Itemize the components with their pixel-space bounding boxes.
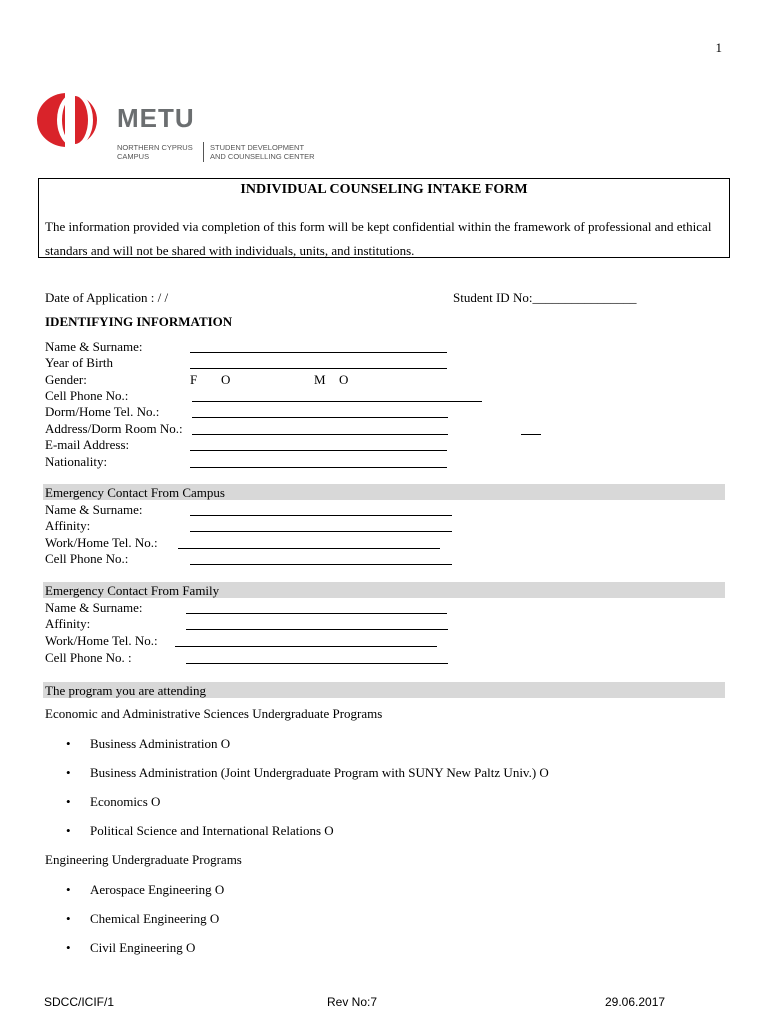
logo-divider	[203, 142, 204, 162]
family-affinity-field[interactable]	[186, 617, 448, 630]
campus-name-field[interactable]	[190, 503, 452, 516]
program-option[interactable]: Economics O	[90, 794, 161, 809]
field-label: Affinity:	[45, 616, 91, 631]
gender-m-label: M	[314, 372, 326, 387]
nationality-field[interactable]	[190, 455, 447, 468]
field-label: Name & Surname:	[45, 600, 143, 615]
program-group-title: Engineering Undergraduate Programs	[45, 852, 242, 867]
program-group-title: Economic and Administrative Sciences Undergraduate Programs	[45, 706, 383, 721]
field-label: Address/Dorm Room No.:	[45, 421, 183, 436]
dorm-tel-field[interactable]	[192, 405, 448, 418]
logo-unit-line2: AND COUNSELLING CENTER	[210, 152, 315, 161]
program-option[interactable]: Political Science and International Relations O	[90, 823, 334, 838]
field-label: Name & Surname:	[45, 502, 143, 517]
family-cell-field[interactable]	[186, 651, 448, 664]
bullet-icon: •	[66, 794, 71, 809]
program-option[interactable]: Civil Engineering O	[90, 940, 196, 955]
logo-unit-line1: STUDENT DEVELOPMENT	[210, 143, 305, 152]
program-heading: The program you are attending	[45, 683, 206, 698]
logo-campus-line1: NORTHERN CYPRUS	[117, 143, 193, 152]
field-label: Gender:	[45, 372, 87, 387]
program-option[interactable]: Aerospace Engineering O	[90, 882, 225, 897]
address-field-extra	[521, 422, 541, 435]
gender-f-label: F	[190, 372, 198, 387]
metu-logo-icon	[35, 92, 103, 150]
intro-text: The information provided via completion of this form will be kept confidential within the framework of professional and ethical standars and will not be shared with individuals, units, and institutions.	[45, 219, 712, 258]
form-title: INDIVIDUAL COUNSELING INTAKE FORM	[240, 182, 528, 197]
field-label: Dorm/Home Tel. No.:	[45, 404, 160, 419]
family-name-field[interactable]	[186, 601, 447, 614]
bullet-icon: •	[66, 823, 71, 838]
logo-title: METU	[117, 103, 195, 133]
family-tel-field[interactable]	[175, 634, 437, 647]
gender-f-option[interactable]: O	[221, 372, 231, 387]
page-number: 1	[715, 40, 722, 55]
field-label: Work/Home Tel. No.:	[45, 633, 158, 648]
field-label: Affinity:	[45, 518, 91, 533]
bullet-icon: •	[66, 911, 71, 926]
emergency-campus-heading: Emergency Contact From Campus	[45, 485, 225, 500]
program-option[interactable]: Business Administration (Joint Undergraduate Program with SUNY New Paltz Univ.) O	[90, 765, 549, 780]
field-label: Nationality:	[45, 454, 108, 469]
bullet-icon: •	[66, 736, 71, 751]
bullet-icon: •	[66, 882, 71, 897]
bullet-icon: •	[66, 940, 71, 955]
field-label: E-mail Address:	[45, 437, 130, 452]
identifying-heading: IDENTIFYING INFORMATION	[45, 314, 233, 329]
gender-m-option[interactable]: O	[339, 372, 349, 387]
email-field[interactable]	[190, 438, 447, 451]
bullet-icon: •	[66, 765, 71, 780]
intake-info-box	[38, 178, 730, 258]
footer-rev: Rev No:7	[327, 995, 378, 1009]
field-label: Cell Phone No. :	[45, 650, 132, 665]
year-of-birth-field[interactable]	[190, 356, 447, 369]
footer-date: 29.06.2017	[605, 995, 666, 1009]
date-of-application-label[interactable]: Date of Application : / /	[45, 290, 169, 305]
student-id-label[interactable]: Student ID No:________________	[453, 290, 637, 305]
cell-phone-field[interactable]	[192, 389, 482, 402]
program-option[interactable]: Business Administration O	[90, 736, 231, 751]
footer-code: SDCC/ICIF/1	[44, 995, 115, 1009]
emergency-family-heading: Emergency Contact From Family	[45, 583, 220, 598]
field-label: Cell Phone No.:	[45, 388, 129, 403]
name-surname-field[interactable]	[190, 340, 447, 353]
field-label: Name & Surname:	[45, 339, 143, 354]
field-label: Year of Birth	[45, 355, 114, 370]
program-option[interactable]: Chemical Engineering O	[90, 911, 220, 926]
campus-tel-field[interactable]	[178, 536, 440, 549]
campus-affinity-field[interactable]	[190, 519, 452, 532]
address-field[interactable]	[192, 422, 448, 435]
field-label: Cell Phone No.:	[45, 551, 129, 566]
logo-campus-line2: CAMPUS	[117, 152, 150, 161]
campus-cell-field[interactable]	[190, 552, 452, 565]
field-label: Work/Home Tel. No.:	[45, 535, 158, 550]
